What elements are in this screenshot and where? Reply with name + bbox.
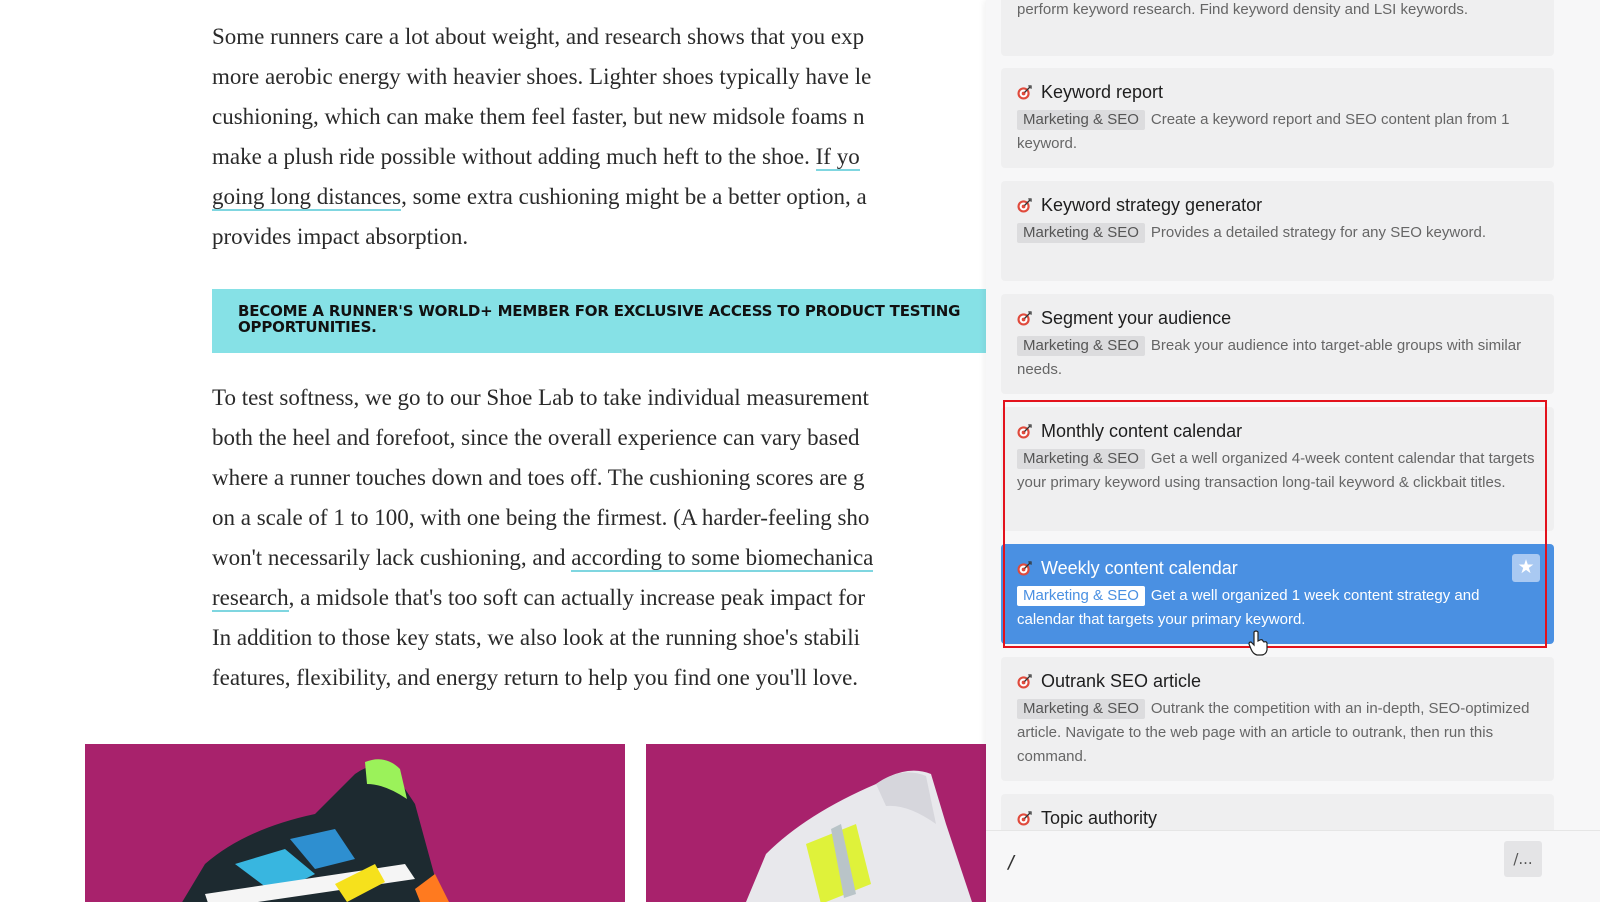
product-image-shoe-2 [646,744,986,902]
article-link-biomechanical-research[interactable]: according to some biomechanica [571,545,874,570]
article-line: more aerobic energy with heavier shoes. Lighter shoes typically have le [212,64,872,89]
target-icon [1017,85,1032,100]
favorite-star-button[interactable] [1512,554,1540,582]
article-line: Some runners care a lot about weight, and research shows that you exp [212,24,865,49]
article-line [212,538,986,578]
command-description: Outrank the competition with an in-depth, SEO-optimized article. Navigate to the web page with an article to outrank, then run this command. [1017,700,1530,765]
command-description: Provides a detailed strategy for any SEO keyword. [1150,224,1487,241]
command-description-row [1017,447,1538,495]
command-description-row [1017,221,1538,245]
target-icon [1017,198,1032,213]
command-shortcut-button[interactable]: /... [1504,841,1542,877]
target-icon [1017,674,1032,689]
category-tag: Marketing & SEO [1017,223,1145,243]
command-input[interactable] [1006,845,1486,879]
command-description-row [1017,697,1538,769]
article-line: cushioning, which can make them feel faster, but new midsole foams n [212,104,865,129]
command-card-outrank-seo-article[interactable] [1001,657,1554,781]
command-card-partial[interactable] [1001,0,1554,56]
command-description-row [1017,584,1538,632]
article-text: , some extra cushioning might be a better option, a [401,184,867,209]
command-title-row [1017,556,1538,580]
article-paragraph-softness [212,378,986,698]
command-title-row [1017,306,1538,330]
target-icon [1017,811,1032,826]
command-panel [986,0,1600,902]
command-card-topic-authority[interactable] [1001,794,1554,830]
command-card-keyword-strategy-generator[interactable] [1001,181,1554,281]
category-tag: Marketing & SEO [1017,336,1145,356]
category-tag: Marketing & SEO [1017,449,1145,469]
command-title-row [1017,669,1538,693]
article-line: In addition to those key stats, we also look at the running shoe's stabili [212,625,861,650]
command-description-row [1017,334,1538,382]
article-line: where a runner touches down and toes off. The cushioning scores are g [212,465,865,490]
article-paragraph-weight [212,17,986,257]
article-line: provides impact absorption. [212,224,469,249]
command-title: Outrank SEO article [1041,671,1202,691]
shoe-illustration [85,744,625,902]
product-image-shoe-1 [85,744,625,902]
article-line: features, flexibility, and energy return to help you find one you'll love. [212,665,859,690]
article-text: won't necessarily lack cushioning, and [212,545,572,570]
command-title-row [1017,80,1538,104]
command-card-weekly-content-calendar[interactable] [1001,544,1554,644]
membership-banner[interactable] [212,289,986,353]
article-line: To test softness, we go to our Shoe Lab to take individual measurement [212,385,869,410]
command-title-row [1017,806,1538,830]
command-description: Get a well organized 1 week content strategy and calendar that targets your primary keyword. [1017,587,1480,628]
command-list[interactable] [986,0,1600,830]
article-link-long-distances-cont[interactable]: going long distances [212,184,402,209]
target-icon [1017,561,1032,576]
command-title: Segment your audience [1041,308,1232,328]
command-description: perform keyword research. Find keyword density and LSI keywords. [1017,1,1469,18]
article-line [212,578,986,618]
article-line: on a scale of 1 to 100, with one being the firmest. (A harder-feeling sho [212,505,870,530]
command-card-segment-your-audience[interactable] [1001,294,1554,394]
command-description: Create a keyword report and SEO content plan from 1 keyword. [1017,111,1510,152]
target-icon [1017,424,1032,439]
command-title: Keyword report [1041,82,1164,102]
article-line: both the heel and forefoot, since the overall experience can vary based [212,425,860,450]
shoe-illustration [646,744,986,902]
command-card-keyword-report[interactable] [1001,68,1554,168]
command-title-row [1017,419,1538,443]
command-title: Keyword strategy generator [1041,195,1263,215]
command-input-bar [986,830,1600,902]
article-line [212,137,986,177]
command-description: Get a well organized 4-week content calendar that targets your primary keyword using transaction long-tail keyword & clickbait titles. [1017,450,1535,491]
command-title: Topic authority [1041,808,1158,828]
hand-pointer-icon [1247,630,1269,656]
category-tag: Marketing & SEO [1017,586,1145,606]
article-text: , a midsole that's too soft can actually increase peak impact for [288,585,865,610]
command-description: Break your audience into target-able groups with similar needs. [1017,337,1522,378]
article-link-long-distances[interactable]: If yo [815,144,860,169]
command-card-monthly-content-calendar[interactable] [1001,407,1554,531]
article-link-biomechanical-research-cont[interactable]: research [212,585,289,610]
category-tag: Marketing & SEO [1017,110,1145,130]
star-icon: ★ [1517,557,1535,578]
article-text: make a plush ride possible without adding much heft to the shoe. [212,144,816,169]
target-icon [1017,311,1032,326]
command-title: Weekly content calendar [1041,558,1238,578]
command-title: Monthly content calendar [1041,421,1243,441]
command-description-row [1017,108,1538,156]
command-title-row [1017,193,1538,217]
membership-banner-text: BECOME A RUNNER'S WORLD+ MEMBER FOR EXCLUSIVE ACCESS TO PRODUCT TESTING OPPORTUNITIES. [238,302,961,336]
article-line [212,177,986,217]
category-tag: Marketing & SEO [1017,699,1145,719]
